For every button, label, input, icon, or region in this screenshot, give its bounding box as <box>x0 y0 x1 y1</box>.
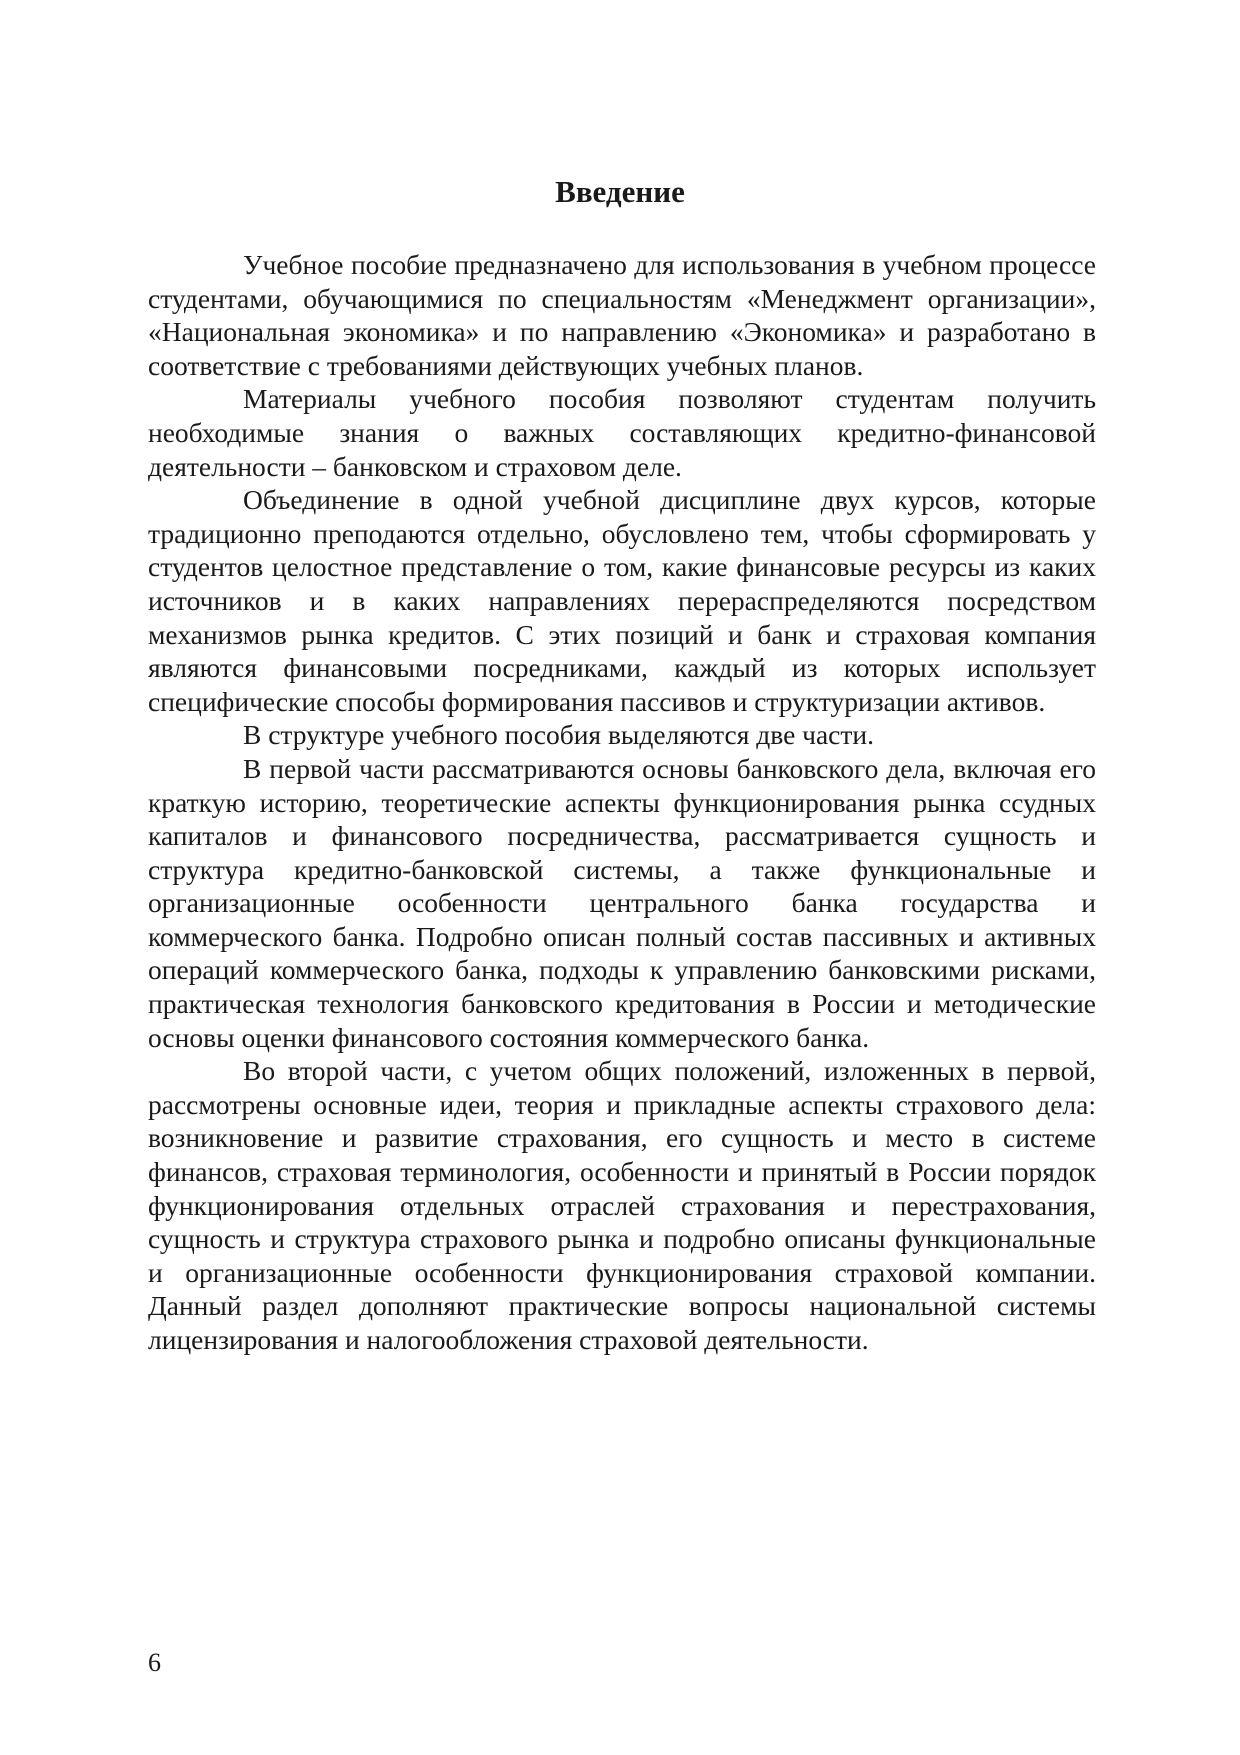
paragraph-part-two: Во второй части, с учетом общих положений, изложенных в первой, рассмотрены основные идеи, теория и прикладные аспекты страхового дела: возникновение и развитие страхования, его сущность и место в системе финансов, страховая терминология, особенности и принятый в России порядок функционирования отдельных отраслей страхования и перестрахования, сущность и структура страхового рынка и подробно описаны функциональные и организационные особенности функционирования страховой компании. Данный раздел дополняют практические вопросы национальной системы лицензирования и налогообложения страховой деятельности. <box>148 1055 1096 1355</box>
paragraph-materials: Материалы учебного пособия позволяют студентам получить необходимые знания о важных составляющих кредитно-финансовой деятельности – банковском и страховом деле. <box>148 383 1096 482</box>
page-title: Введение <box>555 174 685 209</box>
paragraph-part-one: В первой части рассматриваются основы банковского дела, включая его краткую историю, теоретические аспекты функционирования рынка ссудных капиталов и финансового посредничества, рассматривается сущность и структура кредитно-банковской системы, а также функциональные и организационные особенности центрального банка государства и коммерческого банка. Подробно описан полный состав пассивных и активных операций коммерческого банка, подходы к управлению банковскими рисками, практическая технология банковского кредитования в России и методические основы оценки финансового состояния коммерческого банка. <box>148 752 1096 1053</box>
body-text <box>148 248 1096 1357</box>
paragraph-purpose: Учебное пособие предназначено для использования в учебном процессе студентами, обучающимися по специальностям «Менеджмент организации», «Национальная экономика» и по направлению «Экономика» и разработано в соответствие с требованиями действующих учебных планов. <box>148 249 1096 381</box>
paragraph-combination: Объединение в одной учебной дисциплине двух курсов, которые традиционно преподаются отдельно, обусловлено тем, чтобы сформировать у студентов целостное представление о том, какие финансовые ресурсы из каких источников и в каких направлениях перераспределяются посредством механизмов рынка кредитов. С этих позиций и банк и страховая компания являются финансовыми посредниками, каждый из которых использует специфические способы формирования пассивов и структуризации активов. <box>148 484 1096 717</box>
page-number: 6 <box>148 1648 161 1677</box>
paragraph-structure: В структуре учебного пособия выделяются две части. <box>243 719 874 751</box>
